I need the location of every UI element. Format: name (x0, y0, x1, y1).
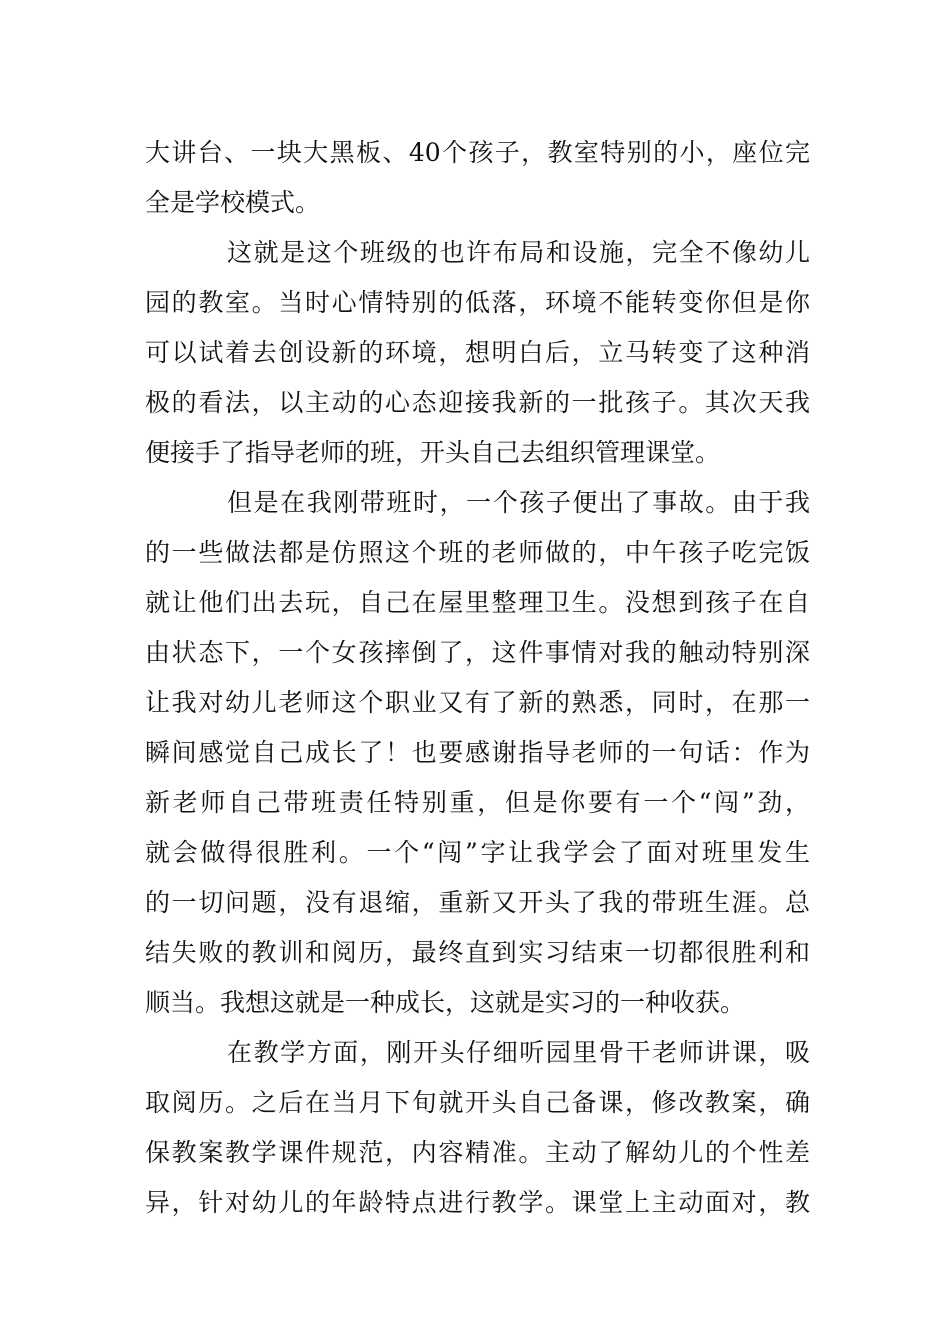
text-line: 全是学校模式。 (145, 188, 321, 217)
text-line: 就会做得很胜利。一个“闯”字让我学会了面对班里发生 (145, 838, 810, 867)
text-line: 便接手了指导老师的班，开头自己去组织管理课堂。 (145, 438, 721, 467)
text-line: 的一切问题，没有退缩，重新又开头了我的带班生涯。总 (145, 888, 810, 917)
text-line: 异，针对幼儿的年龄特点进行教学。课堂上主动面对，教 (145, 1188, 810, 1217)
paragraph-first-line: 这就是这个班级的也许布局和设施，完全不像幼儿 (227, 238, 810, 267)
text-line: 大讲台、一块大黑板、40个孩子，教室特别的小，座位完 (145, 138, 810, 167)
text-line: 结失败的教训和阅历，最终直到实习结束一切都很胜利和 (145, 938, 810, 967)
text-line: 让我对幼儿老师这个职业又有了新的熟悉，同时，在那一 (145, 688, 810, 717)
text-line: 保教案教学课件规范，内容精准。主动了解幼儿的个性差 (145, 1138, 810, 1167)
text-line: 可以试着去创设新的环境，想明白后，立马转变了这种消 (145, 338, 810, 367)
document-body (145, 128, 810, 1228)
text-line: 取阅历。之后在当月下旬就开头自己备课，修改教案，确 (145, 1088, 810, 1117)
text-line: 园的教室。当时心情特别的低落，环境不能转变你但是你 (145, 288, 810, 317)
text-line: 瞬间感觉自己成长了！也要感谢指导老师的一句话：作为 (145, 738, 810, 767)
text-line: 的一些做法都是仿照这个班的老师做的，中午孩子吃完饭 (145, 538, 810, 567)
paragraph-first-line: 但是在我刚带班时，一个孩子便出了事故。由于我 (227, 488, 810, 517)
text-line: 顺当。我想这就是一种成长，这就是实习的一种收获。 (145, 988, 746, 1017)
text-line: 就让他们出去玩，自己在屋里整理卫生。没想到孩子在自 (145, 588, 810, 617)
paragraph-first-line: 在教学方面，刚开头仔细听园里骨干老师讲课，吸 (227, 1038, 810, 1067)
text-line: 极的看法，以主动的心态迎接我新的一批孩子。其次天我 (145, 388, 810, 417)
text-line: 新老师自己带班责任特别重，但是你要有一个“闯”劲， (145, 788, 810, 817)
text-line: 由状态下，一个女孩摔倒了，这件事情对我的触动特别深 (145, 638, 810, 667)
